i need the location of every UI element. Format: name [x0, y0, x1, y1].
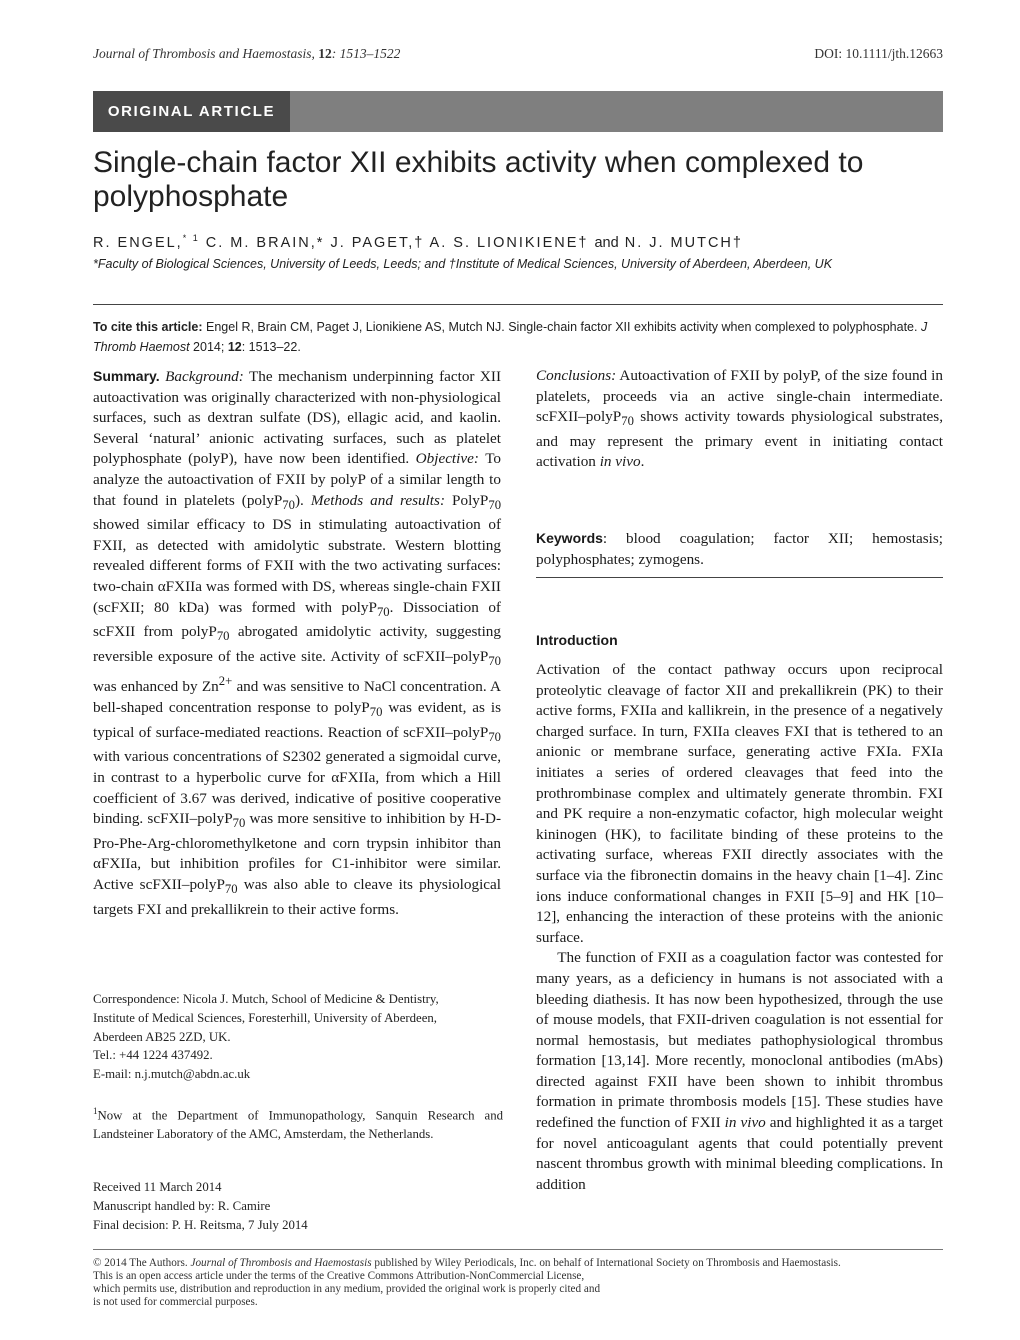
correspondence-line: Institute of Medical Sciences, Foresterhill, University of Aberdeen, [93, 1010, 438, 1025]
section-heading-introduction: Introduction [536, 632, 618, 648]
conclusions-text-2: shows activity towards physiological substrates, and may represent the primary event in initiating contact activation [536, 408, 944, 471]
zinc-charge: 2+ [218, 674, 233, 689]
license-footer [93, 1257, 993, 1309]
footer-copyright: © 2014 The Authors. [93, 1257, 188, 1269]
handling-editor: Manuscript handled by: R. Camire [93, 1198, 271, 1213]
keywords [536, 528, 943, 570]
article-type-label: ORIGINAL ARTICLE [93, 91, 290, 132]
author-2: C. M. BRAIN,* J. PAGET,† A. S. LIONIKIENE† [205, 234, 589, 251]
subscript-70: 70 [282, 497, 295, 512]
objective-label: Objective: [415, 450, 479, 468]
cite-year: 2014; [193, 340, 225, 354]
intro-paragraph-2 [536, 948, 943, 1195]
correspondence-line: Aberdeen AB25 2ZD, UK. [93, 1029, 231, 1044]
subscript-70: 70 [488, 729, 501, 744]
summary-abstract [93, 366, 501, 920]
methods-text-1: PolyP [452, 491, 489, 509]
background-label: Background: [165, 368, 244, 385]
author-and: and [594, 234, 619, 251]
subscript-70: 70 [621, 414, 634, 429]
methods-text-2: showed similar efficacy to DS in stimulating autoactivation of FXII, as detected with amidolytic substrate. Western blotting revealed different forms of FXII with the two activating surfaces: two-chain αFXIIa was formed with DS, whereas single-chain FXII (scFXII; 80 kDa) was formed with polyP [93, 516, 501, 616]
conclusions-text: Autoactivation of FXII by polyP, of the size found in platelets, proceeds via an active single-chain intermediate. scFXII–polyP [536, 367, 943, 426]
subscript-70: 70 [232, 816, 246, 831]
footer-line-3: which permits use, distribution and reproduction in any medium, provided the original work is properly cited and [93, 1283, 601, 1295]
conclusions-label: Conclusions: [536, 367, 617, 384]
summary-heading: Summary. [93, 368, 160, 384]
correspondence-line: Correspondence: Nicola J. Mutch, School of Medicine & Dentistry, [93, 992, 439, 1006]
in-vivo: in vivo [599, 453, 641, 471]
methods-text-8: with various concentrations of S2302 generated a sigmoidal curve, in contrast to a hyperbolic curve for αFXIIa, from which a Hill coefficient of 3.67 was derived, indicative of positive cooperative binding. scFXII–polyP [93, 748, 501, 828]
subscript-70: 70 [488, 497, 502, 512]
footnote-mark: 1 [93, 1106, 98, 1116]
cite-text: Engel R, Brain CM, Paget J, Lionikiene AS, Mutch NJ. Single-chain factor XII exhibits activity when complexed to polyphosphate. [206, 320, 918, 334]
methods-text-5: was enhanced by Zn [93, 678, 219, 696]
subscript-70: 70 [488, 653, 501, 668]
doi-link[interactable]: DOI: 10.1111/jth.12663 [814, 46, 943, 61]
methods-label: Methods and results: [310, 491, 445, 509]
author-list [93, 233, 743, 251]
methods-text-3: . Dissociation of scFXII from polyP [93, 598, 501, 641]
intro-paragraph-1: Activation of the contact pathway occurs upon reciprocal proteolytic cleavage of factor XII and prekallikrein (PK) to their active forms, FXIIa and kallikrein, in the presence of a negatively charged surface. In turn, FXIIa cleaves FXI that is tethered to an anionic or membrane surface, generating active FXIa. FXIa initiates a series of ordered cleavages that feed into the prothrombinase complex and ultimately generate thrombin. FXI and PK require a non-enzymatic cofactor, high molecular weight kininogen (HK), to facilitate binding of these proteins to the activating surface, whereas FXII directly associates with the surface via the fibronectin domains in the heavy chain [1–4]. Zinc ions induce conformational changes in FXII [5–9] and HK [10–12], enhancing the interaction of these proteins with the anionic surface. [536, 661, 943, 946]
cite-this-article [93, 317, 943, 357]
cite-volume: 12 [227, 340, 242, 354]
footnote-text: Now at the Department of Immunopathology, Sanquin Research and Landsteiner Laboratory of the AMC, Amsterdam, the Netherlands. [93, 1108, 503, 1142]
journal-volume: 12 [318, 46, 332, 61]
cite-label: To cite this article: [93, 320, 203, 334]
cite-journal: J Thromb Haemost [93, 320, 928, 354]
keywords-label: Keywords [536, 530, 603, 546]
methods-text-6: and was sensitive to NaCl concentration. A bell-shaped concentration response to polyP [93, 678, 501, 717]
article-title: Single-chain factor XII exhibits activity when complexed to polyphosphate [93, 146, 864, 213]
date-received: Received 11 March 2014 [93, 1180, 222, 1194]
intro-p2-text: The function of FXII as a coagulation factor was contested for many years, as a deficiency in humans is not associated with a bleeding diathesis. It has now been hypothesized, through the use of mouse models, that FXII-driven coagulation is not essential for normal hemostasis, but mediates pathophysiological thrombus formation [13,14]. More recently, monoclonal antibodies (mAbs) directed against FXII have been shown to inhibit thrombus formation in primate thrombosis models [15]. These studies have redefined the function of FXII [536, 949, 943, 1132]
subscript-70: 70 [216, 629, 230, 644]
methods-text-10: was also able to cleave its physiological targets FXI and prekallikrein to their active forms. [93, 875, 501, 918]
footnote-1 [93, 1102, 503, 1144]
affiliations: *Faculty of Biological Sciences, University of Leeds, Leeds; and †Institute of Medical Sciences, University of Aberdeen, Aberdeen, UK [93, 257, 833, 271]
correspondence-block [93, 990, 503, 1084]
author-1-marks: * 1 [182, 233, 200, 243]
methods-text-9: was more sensitive to inhibition by H-D-Pro-Phe-Arg-chloromethylketone and corn trypsin inhibitor than αFXIIa, but inhibition profiles for C1-inhibitor were similar. Active scFXII–polyP [93, 810, 501, 893]
introduction-body [536, 660, 943, 1195]
intro-p2-end: and highlighted it as a target for novel anticoagulant agents that could potentially prevent nascent thrombus growth with minimal bleeding complications. In addition [536, 1114, 944, 1193]
methods-text-4: abrogated amidolytic activity, suggesting reversible exposure of the active site. Activity of scFXII–polyP [93, 623, 501, 665]
author-3: N. J. MUTCH† [624, 234, 743, 251]
intro-in-vivo: in vivo [724, 1114, 766, 1132]
correspondence-email: E-mail: n.j.mutch@abdn.ac.uk [93, 1067, 251, 1082]
footer-line-2: This is an open access article under the terms of the Creative Commons Attribution-NonCommercial License, [93, 1270, 585, 1282]
background-text: The mechanism underpinning factor XII autoactivation was originally characterized with non-physiological surfaces, such as dextran sulfate (DS), ellagic acid, and kaolin. Several ‘natural’ anionic activating surfaces, such as platelet polyphosphate (polyP), have now been identified. [93, 368, 502, 468]
author-1: R. ENGEL, [93, 234, 183, 251]
footer-line-4: is not used for commercial purposes. [93, 1296, 258, 1308]
footer-journal: Journal of Thrombosis and Haemostasis [190, 1257, 372, 1269]
journal-pages: 1513–1522 [339, 46, 401, 61]
objective-text: To analyze the autoactivation of FXII by polyP of a similar length to that found in platelets (polyP [93, 450, 501, 509]
keywords-text: : blood coagulation; factor XII; hemostasis; polyphosphates; zymogens. [536, 530, 943, 568]
summary-continuation: Conclusions: Autoactivation of FXII by polyP, of the size found in platelets, proceeds via an active single-chain intermediate. scFXII–polyP$_{70}$ shows activity towards physiological substrates, and may represent the primary event in initiating contact activation in vivo. [536, 367, 944, 471]
footer-publisher: published by Wiley Periodicals, Inc. on behalf of International Society on Thrombosis and Haemostasis. [374, 1257, 841, 1269]
cite-pages: : 1513–22. [241, 340, 301, 354]
subscript-70: 70 [224, 881, 238, 896]
running-head-journal: Journal of Thrombosis and Haemostasis, 12: 1513–1522 [93, 46, 401, 61]
journal-name: Journal of Thrombosis and Haemostasis [93, 46, 312, 61]
methods-text-7: was evident, as is typical of surface-mediated reactions. Reaction of scFXII–polyP [93, 699, 501, 741]
divider-keywords [536, 577, 943, 578]
final-decision: Final decision: P. H. Reitsma, 7 July 2014 [93, 1217, 308, 1232]
divider-footer [93, 1249, 943, 1250]
footer-line-1 [93, 1257, 993, 1270]
subscript-70: 70 [376, 604, 390, 619]
divider-top [93, 304, 943, 305]
subscript-70: 70 [369, 705, 383, 720]
article-type-banner [93, 91, 943, 132]
manuscript-dates [93, 1178, 503, 1234]
objective-end: ). [294, 491, 304, 509]
correspondence-line: Tel.: +44 1224 437492. [93, 1048, 213, 1063]
